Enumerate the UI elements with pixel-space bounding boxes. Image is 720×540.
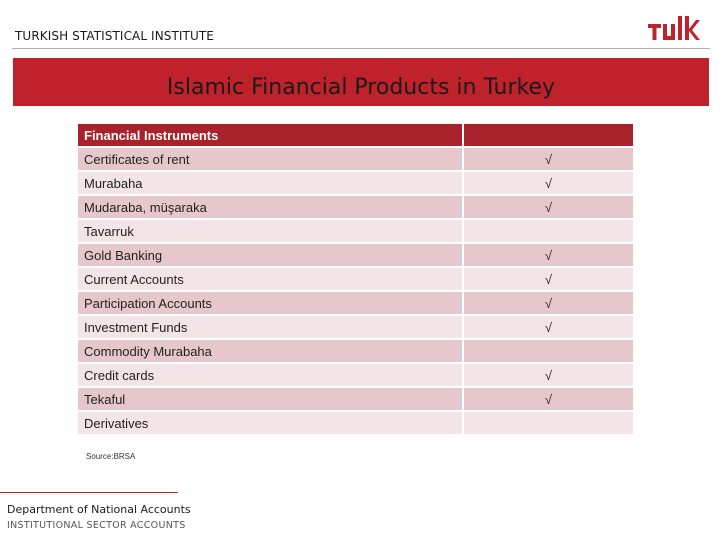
table-row [78,268,633,292]
table-row [78,388,633,412]
institute-name: TURKISH STATISTICAL INSTITUTE [15,29,214,43]
table-row [78,148,633,172]
table-row [78,244,633,268]
footer-department: Department of National Accounts [7,503,191,516]
source-note: Source:BRSA [86,452,136,461]
footer-divider [0,492,178,493]
tuik-logo [648,12,700,42]
table-header-row [78,124,633,148]
table-row [78,292,633,316]
table-row [78,340,633,364]
checkmark-cell: √ [464,268,633,292]
instrument-cell: Tekaful [78,388,464,412]
column-header-availability [464,124,633,148]
instrument-cell: Commodity Murabaha [78,340,464,364]
header-divider [12,48,710,49]
footer-sector: INSTITUTIONAL SECTOR ACCOUNTS [7,520,186,531]
table-row [78,364,633,388]
instrument-cell: Investment Funds [78,316,464,340]
checkmark-cell: √ [464,196,633,220]
instrument-cell: Murabaha [78,172,464,196]
checkmark-cell [464,340,633,364]
financial-products-table [78,124,633,436]
checkmark-cell: √ [464,292,633,316]
checkmark-cell: √ [464,148,633,172]
instrument-cell: Credit cards [78,364,464,388]
slide-title: Islamic Financial Products in Turkey [166,74,556,100]
title-banner [13,58,709,106]
table-row [78,172,633,196]
checkmark-cell: √ [464,172,633,196]
checkmark-cell [464,412,633,436]
checkmark-cell: √ [464,364,633,388]
checkmark-cell: √ [464,244,633,268]
column-header-instruments: Financial Instruments [78,124,464,148]
checkmark-cell: √ [464,316,633,340]
instrument-cell: Tavarruk [78,220,464,244]
table-row [78,412,633,436]
checkmark-cell [464,220,633,244]
table-row [78,316,633,340]
instrument-cell: Current Accounts [78,268,464,292]
table-row [78,196,633,220]
table-row [78,220,633,244]
instrument-cell: Derivatives [78,412,464,436]
instrument-cell: Gold Banking [78,244,464,268]
instrument-cell: Mudaraba, müşaraka [78,196,464,220]
instrument-cell: Certificates of rent [78,148,464,172]
checkmark-cell: √ [464,388,633,412]
instrument-cell: Participation Accounts [78,292,464,316]
